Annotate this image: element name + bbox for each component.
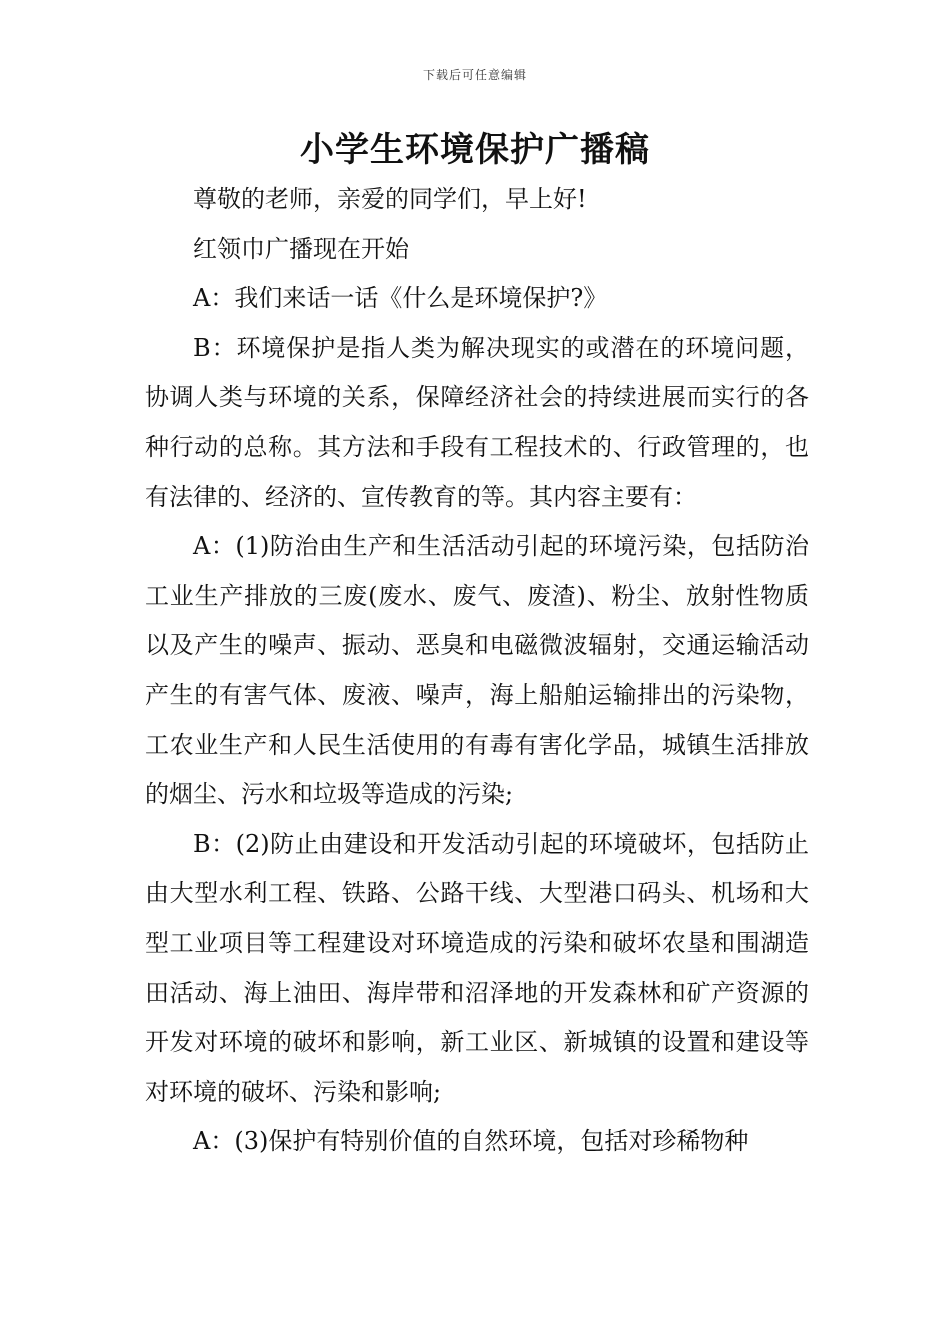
document-body [145, 175, 809, 1167]
paragraph-topic: A：我们来话一话《什么是环境保护?》 [193, 284, 608, 313]
document-title: 小学生环境保护广播稿 [300, 130, 650, 170]
paragraph-item-3: A：(3)保护有特别价值的自然环境，包括对珍稀物种 [193, 1127, 749, 1156]
header-note: 下载后可任意编辑 [422, 68, 527, 82]
paragraph-opening: 红领巾广播现在开始 [193, 234, 409, 263]
paragraph-item-1: A：(1)防治由生产和生活活动引起的环境污染，包括防治工业生产排放的三废(废水、废气、废渣)、粉尘、放射性物质以及产生的噪声、振动、恶臭和电磁微波辐射，交通运输活动产生的有害气体、废液、噪声，海上船舶运输排出的污染物，工农业生产和人民生活使用的有毒有害化学品，城镇生活排放的烟尘、污水和垃圾等造成的污染; [145, 532, 809, 809]
paragraph-greeting: 尊敬的老师，亲爱的同学们，早上好! [193, 185, 587, 213]
paragraph-definition: B：环境保护是指人类为解决现实的或潜在的环境问题，协调人类与环境的关系，保障经济社会的持续进展而实行的各种行动的总称。其方法和手段有工程技术的、行政管理的，也有法律的、经济的、宣传教育的等。其内容主要有： [145, 333, 809, 511]
paragraph-item-2: B：(2)防止由建设和开发活动引起的环境破坏，包括防止由大型水利工程、铁路、公路干线、大型港口码头、机场和大型工业项目等工程建设对环境造成的污染和破坏农垦和围湖造田活动、海上油田、海岸带和沼泽地的开发森林和矿产资源的开发对环境的破坏和影响，新工业区、新城镇的设置和建设等对环境的破坏、污染和影响; [145, 829, 809, 1106]
